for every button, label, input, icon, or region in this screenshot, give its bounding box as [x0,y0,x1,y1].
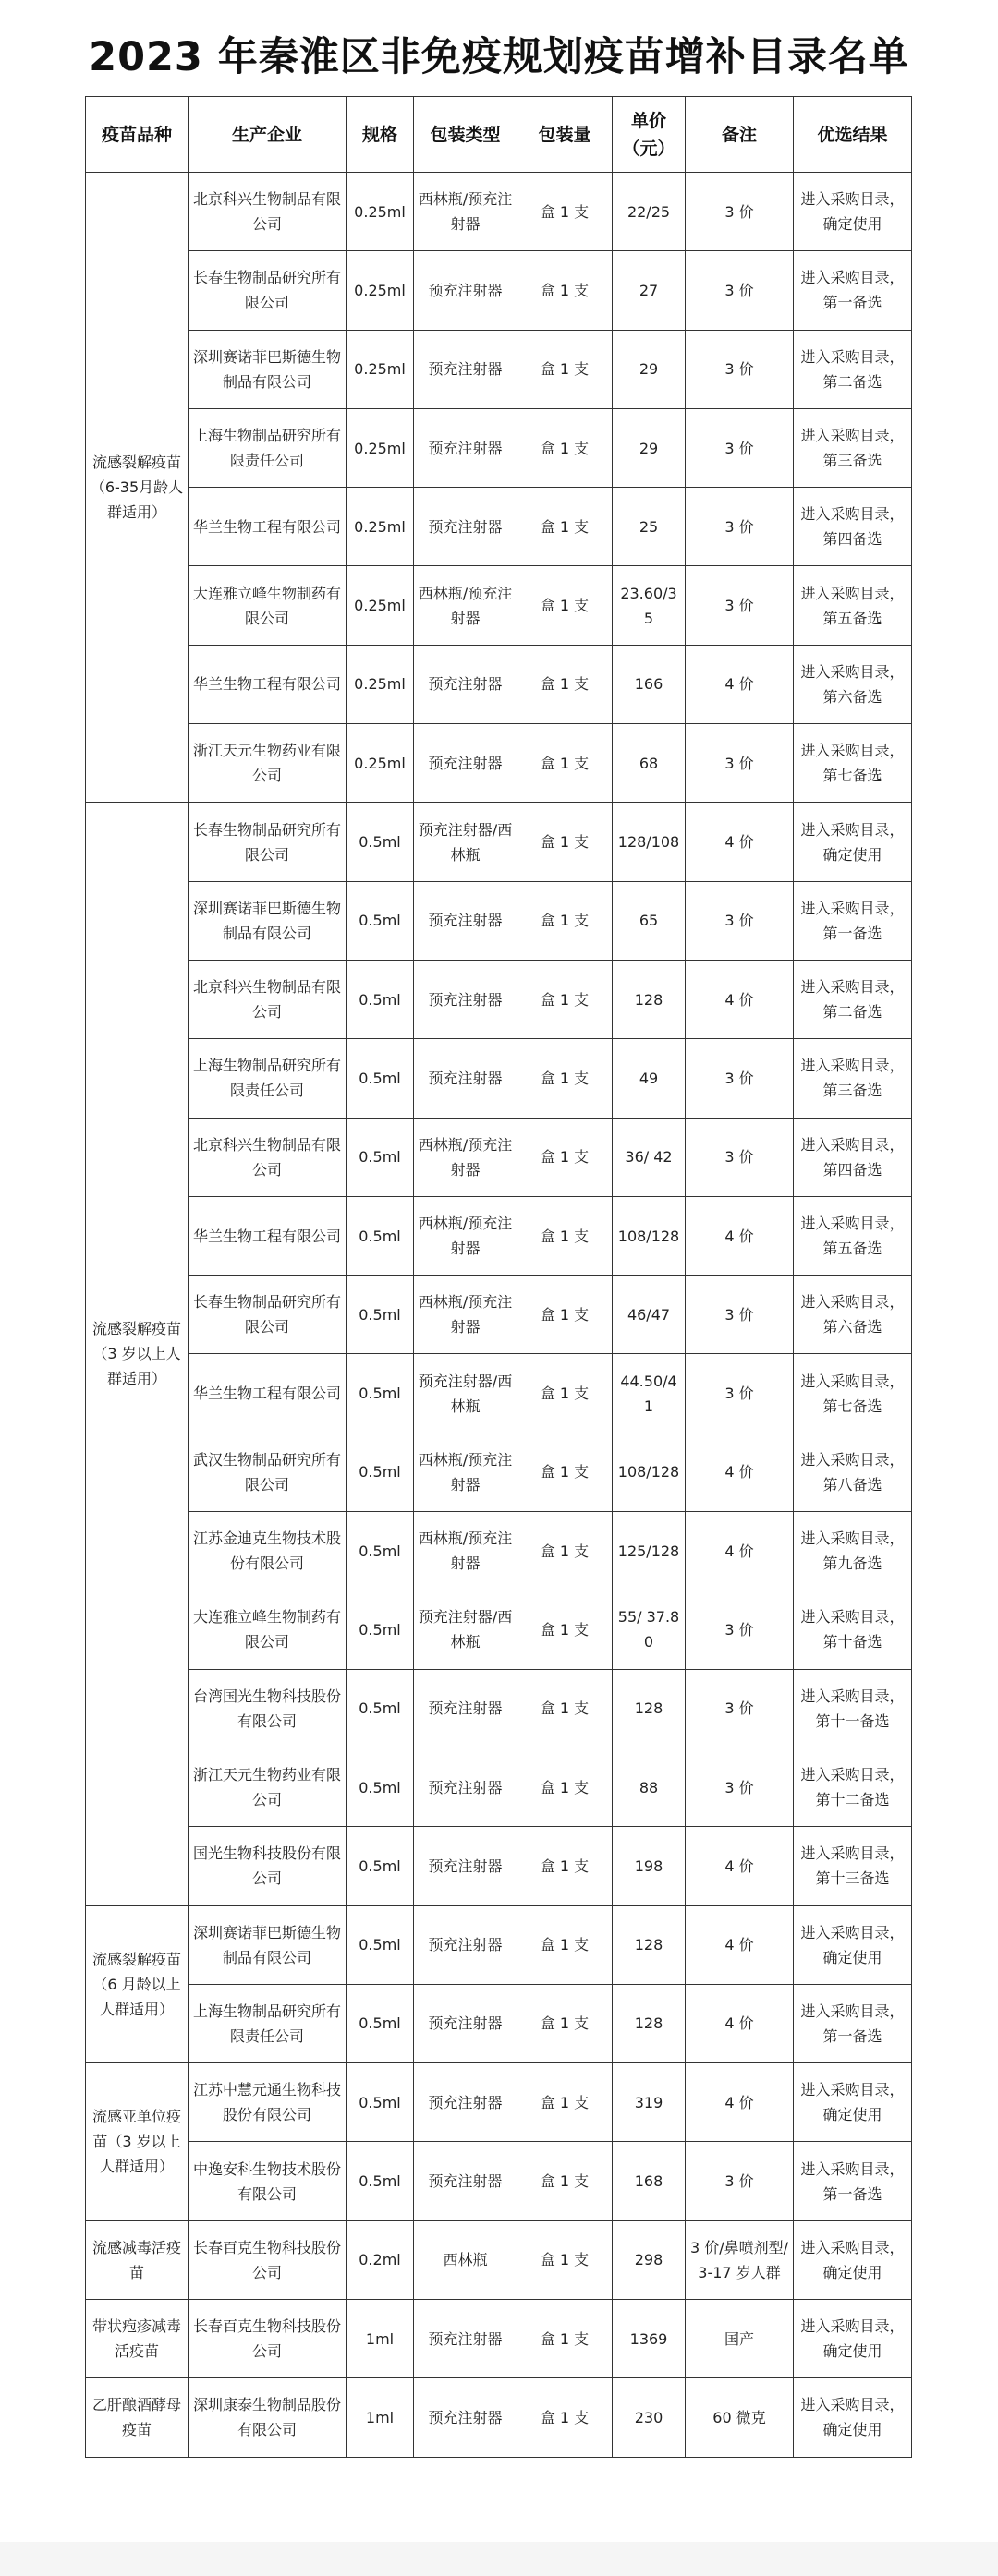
result-cell: 进入采购目录，确定使用 [794,2378,912,2457]
price-cell: 168 [613,2142,686,2220]
spec-cell: 0.5ml [347,1354,414,1433]
category-cell: 乙肝酿酒酵母疫苗 [86,2378,189,2457]
spec-cell: 0.5ml [347,960,414,1038]
qty-cell: 盒 1 支 [517,1196,613,1275]
spec-cell: 0.5ml [347,1669,414,1748]
table-row [86,2063,912,2142]
qty-cell: 盒 1 支 [517,1354,613,1433]
result-cell: 进入采购目录，确定使用 [794,1905,912,1984]
price-cell: 166 [613,645,686,723]
spec-cell: 1ml [347,2300,414,2378]
qty-cell: 盒 1 支 [517,960,613,1038]
result-cell: 进入采购目录，第六备选 [794,645,912,723]
spec-cell: 0.5ml [347,1984,414,2062]
result-cell: 进入采购目录，第十一备选 [794,1669,912,1748]
pack-cell: 预充注射器 [414,1748,517,1826]
qty-cell: 盒 1 支 [517,1276,613,1354]
table-row [86,1039,912,1118]
note-cell: 3 价 [686,251,794,330]
pack-cell: 预充注射器 [414,1984,517,2062]
qty-cell: 盒 1 支 [517,1433,613,1511]
table-row [86,2300,912,2378]
pack-cell: 预充注射器 [414,2142,517,2220]
note-cell: 3 价 [686,1354,794,1433]
header-result: 优选结果 [794,97,912,173]
qty-cell: 盒 1 支 [517,1748,613,1826]
table-row [86,1354,912,1433]
maker-cell: 长春百克生物科技股份公司 [189,2220,347,2299]
maker-cell: 国光生物科技股份有限公司 [189,1827,347,1905]
table-row [86,1276,912,1354]
spec-cell: 0.5ml [347,1827,414,1905]
header-maker: 生产企业 [189,97,347,173]
price-cell: 23.60/35 [613,566,686,645]
maker-cell: 大连雅立峰生物制药有限公司 [189,1590,347,1669]
maker-cell: 中逸安科生物技术股份有限公司 [189,2142,347,2220]
note-cell: 3 价 [686,724,794,803]
price-cell: 128 [613,960,686,1038]
price-cell: 46/47 [613,1276,686,1354]
result-cell: 进入采购目录，第三备选 [794,1039,912,1118]
note-cell: 3 价 [686,1276,794,1354]
pack-cell: 西林瓶/预充注射器 [414,1276,517,1354]
qty-cell: 盒 1 支 [517,173,613,251]
note-cell: 60 微克 [686,2378,794,2457]
spec-cell: 0.5ml [347,1748,414,1826]
spec-cell: 0.25ml [347,566,414,645]
note-cell: 3 价 [686,881,794,960]
result-cell: 进入采购目录，第五备选 [794,1196,912,1275]
pack-cell: 预充注射器 [414,2063,517,2142]
note-cell: 4 价 [686,1827,794,1905]
table-row [86,1669,912,1748]
pack-cell: 西林瓶/预充注射器 [414,1433,517,1511]
qty-cell: 盒 1 支 [517,566,613,645]
price-cell: 198 [613,1827,686,1905]
category-cell: 流感裂解疫苗（6 月龄以上人群适用） [86,1905,189,2063]
result-cell: 进入采购目录，第四备选 [794,488,912,566]
note-cell: 3 价/鼻喷剂型/3-17 岁人群 [686,2220,794,2299]
pack-cell: 预充注射器 [414,881,517,960]
price-cell: 108/128 [613,1433,686,1511]
table-row [86,173,912,251]
qty-cell: 盒 1 支 [517,2142,613,2220]
price-cell: 65 [613,881,686,960]
spec-cell: 0.5ml [347,1590,414,1669]
result-cell: 进入采购目录，第十三备选 [794,1827,912,1905]
table-row [86,1512,912,1590]
note-cell: 国产 [686,2300,794,2378]
pack-cell: 预充注射器 [414,645,517,723]
pack-cell: 预充注射器/西林瓶 [414,1590,517,1669]
qty-cell: 盒 1 支 [517,330,613,408]
header-price: 单价（元） [613,97,686,173]
result-cell: 进入采购目录，第十备选 [794,1590,912,1669]
table-row [86,1905,912,1984]
spec-cell: 0.5ml [347,1276,414,1354]
maker-cell: 华兰生物工程有限公司 [189,645,347,723]
qty-cell: 盒 1 支 [517,1512,613,1590]
maker-cell: 长春生物制品研究所有限公司 [189,1276,347,1354]
note-cell: 4 价 [686,1512,794,1590]
spec-cell: 0.25ml [347,251,414,330]
spec-cell: 0.25ml [347,408,414,487]
category-cell: 带状疱疹减毒活疫苗 [86,2300,189,2378]
pack-cell: 预充注射器 [414,330,517,408]
category-cell: 流感亚单位疫苗（3 岁以上人群适用） [86,2063,189,2221]
spec-cell: 0.5ml [347,881,414,960]
pack-cell: 预充注射器 [414,1905,517,1984]
spec-cell: 0.5ml [347,803,414,881]
maker-cell: 江苏中慧元通生物科技股份有限公司 [189,2063,347,2142]
note-cell: 3 价 [686,566,794,645]
header-pack: 包装类型 [414,97,517,173]
result-cell: 进入采购目录，确定使用 [794,2220,912,2299]
note-cell: 4 价 [686,645,794,723]
qty-cell: 盒 1 支 [517,488,613,566]
maker-cell: 华兰生物工程有限公司 [189,1196,347,1275]
table-row [86,645,912,723]
price-cell: 29 [613,408,686,487]
table-row [86,1984,912,2062]
price-cell: 1369 [613,2300,686,2378]
result-cell: 进入采购目录，第一备选 [794,2142,912,2220]
price-cell: 25 [613,488,686,566]
qty-cell: 盒 1 支 [517,645,613,723]
header-row [86,97,912,173]
note-cell: 3 价 [686,1748,794,1826]
note-cell: 4 价 [686,803,794,881]
price-cell: 27 [613,251,686,330]
result-cell: 进入采购目录，第四备选 [794,1118,912,1196]
header-category: 疫苗品种 [86,97,189,173]
spec-cell: 0.25ml [347,645,414,723]
header-spec: 规格 [347,97,414,173]
result-cell: 进入采购目录，第二备选 [794,960,912,1038]
note-cell: 3 价 [686,1039,794,1118]
result-cell: 进入采购目录，确定使用 [794,803,912,881]
qty-cell: 盒 1 支 [517,724,613,803]
qty-cell: 盒 1 支 [517,1118,613,1196]
maker-cell: 华兰生物工程有限公司 [189,1354,347,1433]
spec-cell: 1ml [347,2378,414,2457]
note-cell: 3 价 [686,330,794,408]
price-cell: 128 [613,1984,686,2062]
spec-cell: 0.5ml [347,1196,414,1275]
result-cell: 进入采购目录，第七备选 [794,1354,912,1433]
table-row [86,2378,912,2457]
qty-cell: 盒 1 支 [517,2300,613,2378]
pack-cell: 预充注射器 [414,488,517,566]
note-cell: 4 价 [686,960,794,1038]
result-cell: 进入采购目录，确定使用 [794,2063,912,2142]
note-cell: 4 价 [686,1905,794,1984]
maker-cell: 浙江天元生物药业有限公司 [189,1748,347,1826]
pack-cell: 预充注射器 [414,2378,517,2457]
spec-cell: 0.5ml [347,1118,414,1196]
pack-cell: 西林瓶/预充注射器 [414,566,517,645]
maker-cell: 大连雅立峰生物制药有限公司 [189,566,347,645]
pack-cell: 预充注射器 [414,1039,517,1118]
result-cell: 进入采购目录，第六备选 [794,1276,912,1354]
page-title: 2023 年秦淮区非免疫规划疫苗增补目录名单 [89,34,909,80]
result-cell: 进入采购目录，第一备选 [794,1984,912,2062]
note-cell: 3 价 [686,1590,794,1669]
header-note: 备注 [686,97,794,173]
result-cell: 进入采购目录，第九备选 [794,1512,912,1590]
table-row [86,1433,912,1511]
price-cell: 44.50/41 [613,1354,686,1433]
note-cell: 3 价 [686,173,794,251]
price-cell: 128/108 [613,803,686,881]
note-cell: 4 价 [686,1196,794,1275]
result-cell: 进入采购目录，第二备选 [794,330,912,408]
qty-cell: 盒 1 支 [517,1905,613,1984]
vaccine-table [85,96,912,2458]
note-cell: 3 价 [686,408,794,487]
result-cell: 进入采购目录，第七备选 [794,724,912,803]
price-cell: 128 [613,1669,686,1748]
table-row [86,724,912,803]
qty-cell: 盒 1 支 [517,1669,613,1748]
result-cell: 进入采购目录，第八备选 [794,1433,912,1511]
spec-cell: 0.5ml [347,2142,414,2220]
qty-cell: 盒 1 支 [517,2220,613,2299]
qty-cell: 盒 1 支 [517,408,613,487]
note-cell: 4 价 [686,2063,794,2142]
note-cell: 3 价 [686,1669,794,1748]
pack-cell: 预充注射器 [414,408,517,487]
pack-cell: 预充注射器 [414,251,517,330]
spec-cell: 0.5ml [347,1512,414,1590]
category-cell: 流感减毒活疫苗 [86,2220,189,2299]
price-cell: 319 [613,2063,686,2142]
spec-cell: 0.5ml [347,1039,414,1118]
spec-cell: 0.25ml [347,330,414,408]
table-row [86,408,912,487]
spec-cell: 0.25ml [347,724,414,803]
pack-cell: 预充注射器 [414,724,517,803]
bottom-band [0,2542,998,2576]
header-qty: 包装量 [517,97,613,173]
spec-cell: 0.5ml [347,2063,414,2142]
maker-cell: 北京科兴生物制品有限公司 [189,173,347,251]
maker-cell: 武汉生物制品研究所有限公司 [189,1433,347,1511]
maker-cell: 深圳康泰生物制品股份有限公司 [189,2378,347,2457]
maker-cell: 深圳赛诺菲巴斯德生物制品有限公司 [189,1905,347,1984]
maker-cell: 北京科兴生物制品有限公司 [189,1118,347,1196]
price-cell: 55/ 37.80 [613,1590,686,1669]
qty-cell: 盒 1 支 [517,881,613,960]
table-row [86,566,912,645]
spec-cell: 0.5ml [347,1905,414,1984]
qty-cell: 盒 1 支 [517,803,613,881]
category-cell: 流感裂解疫苗（3 岁以上人群适用） [86,803,189,1905]
price-cell: 36/ 42 [613,1118,686,1196]
price-cell: 88 [613,1748,686,1826]
table-row [86,330,912,408]
qty-cell: 盒 1 支 [517,2063,613,2142]
spec-cell: 0.2ml [347,2220,414,2299]
spec-cell: 0.5ml [347,1433,414,1511]
result-cell: 进入采购目录，第五备选 [794,566,912,645]
pack-cell: 预充注射器 [414,960,517,1038]
result-cell: 进入采购目录，确定使用 [794,2300,912,2378]
table-row [86,1748,912,1826]
table-row [86,1118,912,1196]
maker-cell: 北京科兴生物制品有限公司 [189,960,347,1038]
pack-cell: 西林瓶/预充注射器 [414,1118,517,1196]
note-cell: 4 价 [686,1984,794,2062]
note-cell: 4 价 [686,1433,794,1511]
pack-cell: 西林瓶/预充注射器 [414,1196,517,1275]
table-row [86,488,912,566]
qty-cell: 盒 1 支 [517,2378,613,2457]
pack-cell: 预充注射器/西林瓶 [414,803,517,881]
maker-cell: 上海生物制品研究所有限责任公司 [189,1984,347,2062]
maker-cell: 长春生物制品研究所有限公司 [189,803,347,881]
table-row [86,1590,912,1669]
table-row [86,1827,912,1905]
price-cell: 49 [613,1039,686,1118]
price-cell: 22/25 [613,173,686,251]
price-cell: 298 [613,2220,686,2299]
note-cell: 3 价 [686,2142,794,2220]
price-cell: 230 [613,2378,686,2457]
result-cell: 进入采购目录，确定使用 [794,173,912,251]
maker-cell: 台湾国光生物科技股份有限公司 [189,1669,347,1748]
maker-cell: 长春百克生物科技股份公司 [189,2300,347,2378]
table-body [86,173,912,2458]
spec-cell: 0.25ml [347,488,414,566]
qty-cell: 盒 1 支 [517,1984,613,2062]
qty-cell: 盒 1 支 [517,1590,613,1669]
category-cell: 流感裂解疫苗（6-35月龄人群适用） [86,173,189,803]
maker-cell: 上海生物制品研究所有限责任公司 [189,1039,347,1118]
table-row [86,2142,912,2220]
maker-cell: 浙江天元生物药业有限公司 [189,724,347,803]
result-cell: 进入采购目录，第十二备选 [794,1748,912,1826]
maker-cell: 深圳赛诺菲巴斯德生物制品有限公司 [189,881,347,960]
table-row [86,960,912,1038]
pack-cell: 预充注射器 [414,1669,517,1748]
qty-cell: 盒 1 支 [517,1039,613,1118]
price-cell: 29 [613,330,686,408]
maker-cell: 华兰生物工程有限公司 [189,488,347,566]
qty-cell: 盒 1 支 [517,251,613,330]
pack-cell: 预充注射器/西林瓶 [414,1354,517,1433]
maker-cell: 长春生物制品研究所有限公司 [189,251,347,330]
price-cell: 125/128 [613,1512,686,1590]
maker-cell: 深圳赛诺菲巴斯德生物制品有限公司 [189,330,347,408]
spec-cell: 0.25ml [347,173,414,251]
maker-cell: 江苏金迪克生物技术股份有限公司 [189,1512,347,1590]
price-cell: 108/128 [613,1196,686,1275]
note-cell: 3 价 [686,1118,794,1196]
table-row [86,881,912,960]
result-cell: 进入采购目录，第三备选 [794,408,912,487]
table-row [86,2220,912,2299]
price-cell: 128 [613,1905,686,1984]
pack-cell: 预充注射器 [414,2300,517,2378]
pack-cell: 预充注射器 [414,1827,517,1905]
result-cell: 进入采购目录，第一备选 [794,881,912,960]
pack-cell: 西林瓶/预充注射器 [414,1512,517,1590]
table-row [86,803,912,881]
price-cell: 68 [613,724,686,803]
pack-cell: 西林瓶 [414,2220,517,2299]
note-cell: 3 价 [686,488,794,566]
maker-cell: 上海生物制品研究所有限责任公司 [189,408,347,487]
table-row [86,1196,912,1275]
table-row [86,251,912,330]
pack-cell: 西林瓶/预充注射器 [414,173,517,251]
result-cell: 进入采购目录，第一备选 [794,251,912,330]
qty-cell: 盒 1 支 [517,1827,613,1905]
